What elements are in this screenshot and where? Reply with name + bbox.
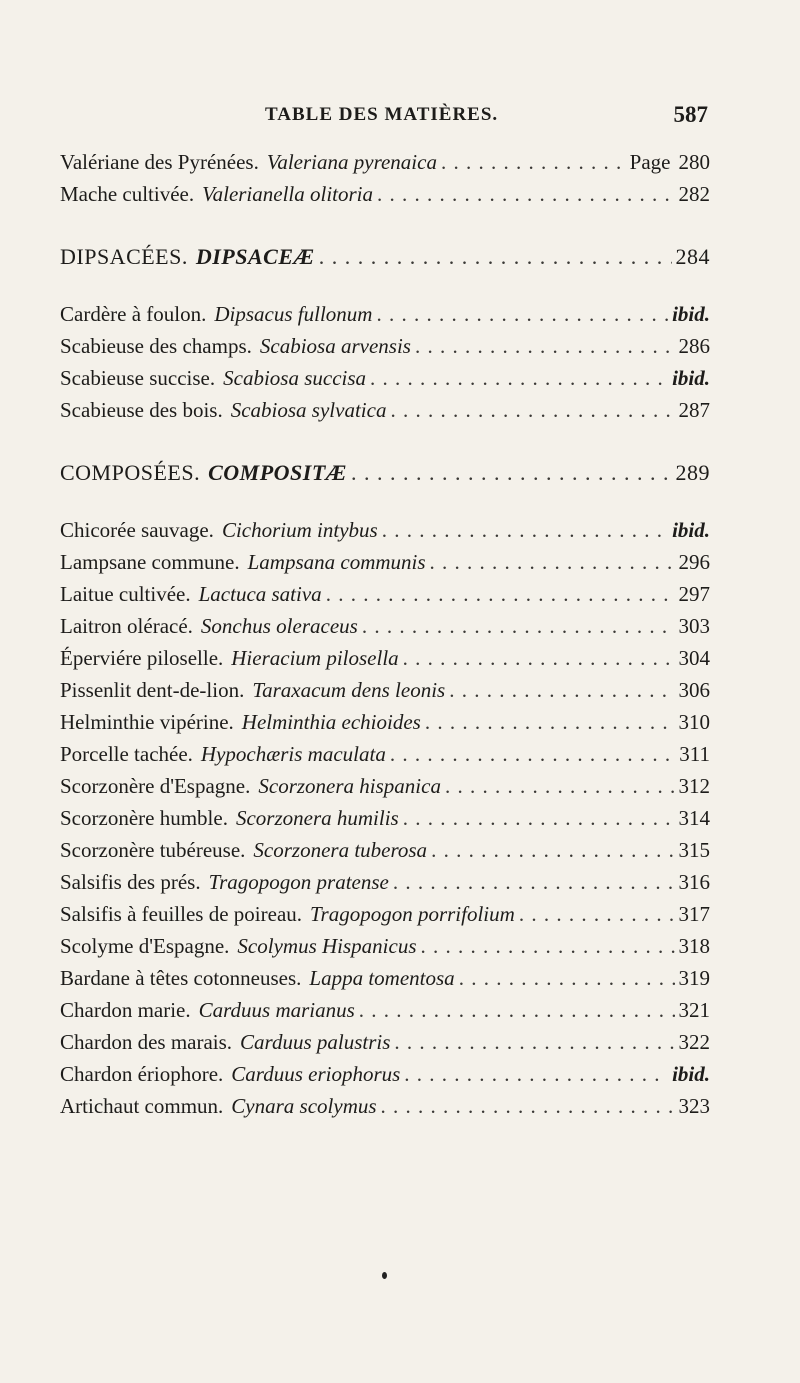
latin-name: COMPOSITÆ bbox=[208, 460, 348, 485]
page-number: 321 bbox=[678, 998, 710, 1022]
dot-leader bbox=[390, 738, 675, 770]
toc-entry bbox=[60, 834, 710, 866]
common-name: Chardon des marais. bbox=[60, 1030, 233, 1054]
toc-entry bbox=[60, 802, 710, 834]
page-number: 289 bbox=[675, 460, 710, 485]
latin-name: Cichorium intybus bbox=[221, 518, 378, 542]
family-heading bbox=[60, 238, 710, 276]
common-name: Porcelle tachée. bbox=[60, 742, 193, 766]
common-name: Scabieuse des bois. bbox=[60, 398, 223, 422]
toc-entry bbox=[60, 610, 710, 642]
latin-name: Scorzonera hispanica bbox=[258, 774, 441, 798]
latin-name: Lampsana communis bbox=[247, 550, 426, 574]
toc-entry bbox=[60, 178, 710, 210]
latin-name: Taraxacum dens leonis bbox=[252, 678, 446, 702]
toc-entry bbox=[60, 362, 710, 394]
header-page-number: 587 bbox=[673, 102, 708, 127]
common-name: Valériane des Pyrénées. bbox=[60, 150, 259, 174]
toc-entry bbox=[60, 898, 710, 930]
toc-entry bbox=[60, 330, 710, 362]
page-number: 280 bbox=[678, 150, 710, 174]
toc-entry bbox=[60, 146, 710, 178]
toc-entry bbox=[60, 578, 710, 610]
dot-leader bbox=[404, 1058, 668, 1090]
toc-entry bbox=[60, 674, 710, 706]
dot-leader bbox=[382, 514, 668, 546]
page-number: 316 bbox=[678, 870, 710, 894]
common-name: Bardane à têtes cotonneuses. bbox=[60, 966, 302, 990]
page-number: 317 bbox=[678, 902, 710, 926]
toc-entry bbox=[60, 930, 710, 962]
latin-name: Valerianella olitoria bbox=[202, 182, 374, 206]
page-number: 323 bbox=[678, 1094, 710, 1118]
toc-entry bbox=[60, 298, 710, 330]
page-number: ibid. bbox=[672, 518, 710, 542]
toc-entry bbox=[60, 1090, 710, 1122]
latin-name: Scolymus Hispanicus bbox=[237, 934, 417, 958]
page-number: 287 bbox=[678, 398, 710, 422]
dot-leader bbox=[326, 578, 675, 610]
latin-name: Carduus marianus bbox=[198, 998, 355, 1022]
toc-entry bbox=[60, 770, 710, 802]
dot-leader bbox=[319, 238, 672, 276]
dot-leader bbox=[415, 330, 675, 362]
latin-name: Scabiosa arvensis bbox=[259, 334, 411, 358]
dot-leader bbox=[459, 962, 675, 994]
common-name: Scorzonère humble. bbox=[60, 806, 228, 830]
dot-leader bbox=[381, 1090, 675, 1122]
common-name: Salsifis à feuilles de poireau. bbox=[60, 902, 303, 926]
page-number: 284 bbox=[675, 244, 710, 269]
common-name: COMPOSÉES. bbox=[60, 460, 201, 485]
common-name: Chardon ériophore. bbox=[60, 1062, 224, 1086]
page-number: 306 bbox=[678, 678, 710, 702]
page-number: 319 bbox=[678, 966, 710, 990]
dot-leader bbox=[421, 930, 675, 962]
common-name: Éperviére piloselle. bbox=[60, 646, 224, 670]
dot-leader bbox=[359, 994, 675, 1026]
latin-name: Sonchus oleraceus bbox=[200, 614, 358, 638]
printer-mark bbox=[382, 1272, 387, 1279]
latin-name: Carduus eriophorus bbox=[231, 1062, 401, 1086]
latin-name: Hieracium pilosella bbox=[231, 646, 399, 670]
common-name: Helminthie vipérine. bbox=[60, 710, 234, 734]
latin-name: Carduus palustris bbox=[240, 1030, 391, 1054]
toc-entry bbox=[60, 394, 710, 426]
common-name: Laitue cultivée. bbox=[60, 582, 191, 606]
dot-leader bbox=[425, 706, 675, 738]
running-header bbox=[60, 104, 710, 134]
latin-name: Lappa tomentosa bbox=[309, 966, 455, 990]
common-name: Pissenlit dent-de-lion. bbox=[60, 678, 245, 702]
dot-leader bbox=[403, 642, 675, 674]
toc-entry bbox=[60, 1026, 710, 1058]
page-number: 282 bbox=[678, 182, 710, 206]
latin-name: Tragopogon pratense bbox=[208, 870, 389, 894]
latin-name: Tragopogon porrifolium bbox=[310, 902, 515, 926]
common-name: Cardère à foulon. bbox=[60, 302, 207, 326]
common-name: Scabieuse succise. bbox=[60, 366, 216, 390]
page-number: 314 bbox=[678, 806, 710, 830]
common-name: Mache cultivée. bbox=[60, 182, 195, 206]
dot-leader bbox=[362, 610, 675, 642]
dot-leader bbox=[370, 362, 668, 394]
latin-name: Scabiosa succisa bbox=[223, 366, 367, 390]
page-number: ibid. bbox=[672, 366, 710, 390]
toc-entry bbox=[60, 962, 710, 994]
dot-leader bbox=[445, 770, 675, 802]
page-number: ibid. bbox=[672, 1062, 710, 1086]
latin-name: Lactuca sativa bbox=[198, 582, 322, 606]
page-number: 318 bbox=[678, 934, 710, 958]
common-name: Scolyme d'Espagne. bbox=[60, 934, 230, 958]
page-number: 286 bbox=[678, 334, 710, 358]
dot-leader bbox=[441, 146, 626, 178]
toc-entry bbox=[60, 1058, 710, 1090]
dot-leader bbox=[449, 674, 674, 706]
family-heading bbox=[60, 454, 710, 492]
latin-name: DIPSACEÆ bbox=[195, 244, 315, 269]
common-name: Lampsane commune. bbox=[60, 550, 240, 574]
common-name: Salsifis des prés. bbox=[60, 870, 201, 894]
latin-name: Scorzonera tuberosa bbox=[253, 838, 428, 862]
page-number: ibid. bbox=[672, 302, 710, 326]
dot-leader bbox=[390, 394, 674, 426]
page-number: 322 bbox=[678, 1030, 710, 1054]
page-prefix: Page bbox=[629, 150, 671, 174]
page-number: 296 bbox=[678, 550, 710, 574]
toc-entry bbox=[60, 866, 710, 898]
latin-name: Helminthia echioides bbox=[241, 710, 421, 734]
toc-entry bbox=[60, 546, 710, 578]
latin-name: Valeriana pyrenaica bbox=[266, 150, 437, 174]
dot-leader bbox=[376, 298, 668, 330]
page-number: 312 bbox=[678, 774, 710, 798]
toc-entry bbox=[60, 514, 710, 546]
table-of-contents bbox=[60, 146, 710, 1122]
page-number: 310 bbox=[678, 710, 710, 734]
toc-entry bbox=[60, 994, 710, 1026]
dot-leader bbox=[351, 454, 671, 492]
dot-leader bbox=[403, 802, 675, 834]
page-number: 311 bbox=[679, 742, 710, 766]
common-name: Scabieuse des champs. bbox=[60, 334, 252, 358]
page-number: 303 bbox=[678, 614, 710, 638]
dot-leader bbox=[519, 898, 675, 930]
dot-leader bbox=[393, 866, 675, 898]
dot-leader bbox=[431, 834, 674, 866]
page-number: 315 bbox=[678, 838, 710, 862]
toc-entry bbox=[60, 738, 710, 770]
toc-entry bbox=[60, 642, 710, 674]
common-name: Chardon marie. bbox=[60, 998, 191, 1022]
page-number: 304 bbox=[678, 646, 710, 670]
latin-name: Hypochæris maculata bbox=[200, 742, 386, 766]
common-name: Scorzonère d'Espagne. bbox=[60, 774, 251, 798]
common-name: Artichaut commun. bbox=[60, 1094, 224, 1118]
latin-name: Scabiosa sylvatica bbox=[230, 398, 387, 422]
common-name: Laitron oléracé. bbox=[60, 614, 193, 638]
common-name: DIPSACÉES. bbox=[60, 244, 188, 269]
header-title: TABLE DES MATIÈRES. bbox=[265, 104, 499, 125]
dot-leader bbox=[377, 178, 674, 210]
dot-leader bbox=[430, 546, 675, 578]
toc-entry bbox=[60, 706, 710, 738]
common-name: Chicorée sauvage. bbox=[60, 518, 214, 542]
latin-name: Dipsacus fullonum bbox=[214, 302, 373, 326]
latin-name: Cynara scolymus bbox=[231, 1094, 377, 1118]
common-name: Scorzonère tubéreuse. bbox=[60, 838, 246, 862]
dot-leader bbox=[394, 1026, 674, 1058]
latin-name: Scorzonera humilis bbox=[235, 806, 399, 830]
page-number: 297 bbox=[678, 582, 710, 606]
